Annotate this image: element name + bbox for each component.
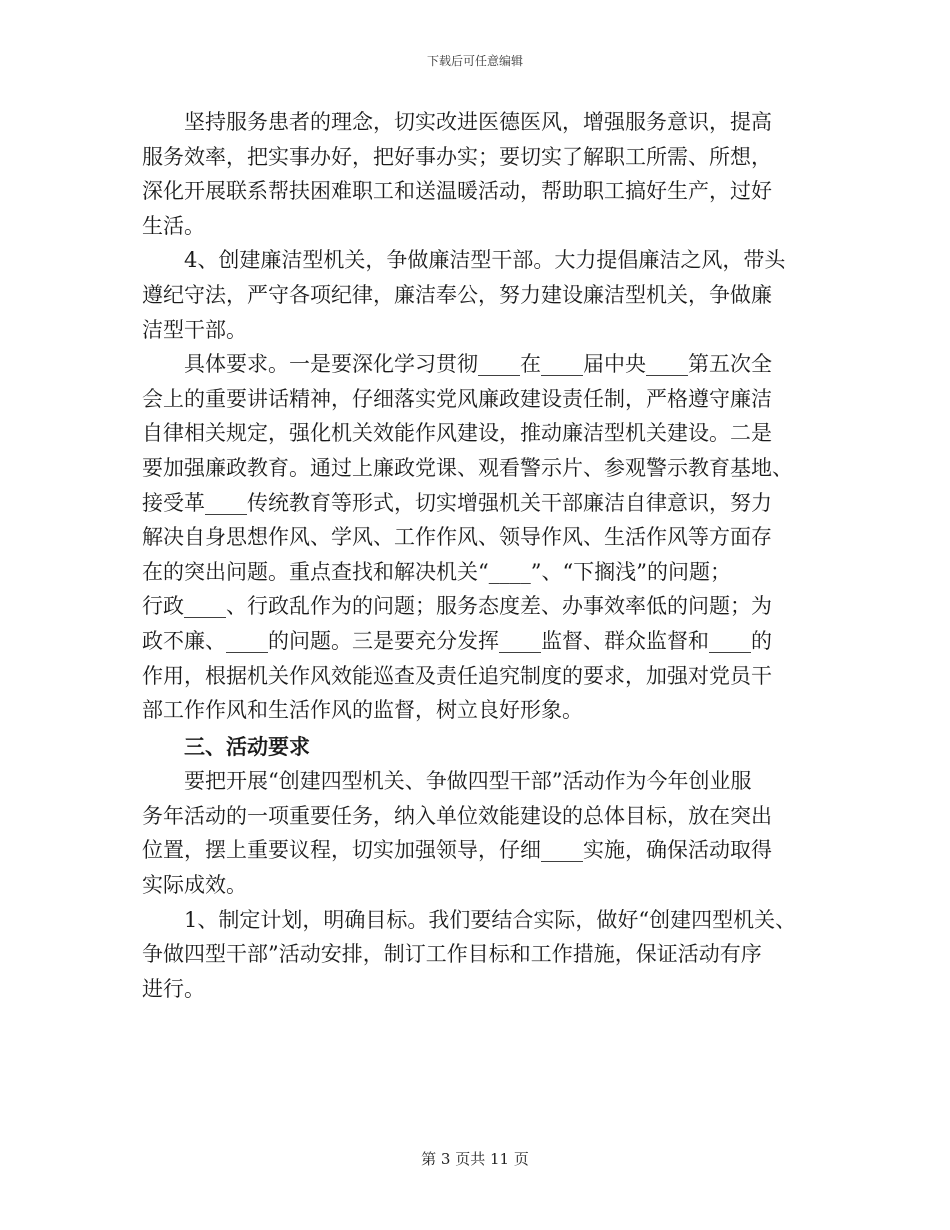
text-line: 会上的重要讲话精神，仔细落实党风廉政建设责任制，严格遵守廉洁 [142, 386, 772, 411]
section-heading: 三、活动要求 [184, 733, 310, 759]
text-line: 坚持服务患者的理念，切实改进医德医风，增强服务意识，提高 [142, 110, 772, 134]
page-header: 下载后可任意编辑 [426, 54, 523, 68]
text-line: 遵纪守法，严守各项纪律，廉洁奉公，努力建设廉洁型机关，争做廉 [142, 282, 772, 307]
text-line: 洁型干部。 [142, 317, 247, 342]
text-line: 进行。 [142, 976, 205, 1001]
text-line: 行政____、行政乱作为的问题；服务态度差、办事效率低的问题；为 [142, 594, 772, 619]
text-line: 要加强廉政教育。通过上廉政党课、观看警示片、参观警示教育基地、 [142, 455, 793, 480]
text-line: 自律相关规定，强化机关效能作风建设，推动廉洁型机关建设。二是 [142, 421, 772, 446]
text-line: 具体要求。一是要深化学习贯彻____在____届中央____第五次全 [142, 352, 772, 377]
text-line: 1、制定计划，明确目标。我们要结合实际，做好“创建四型机关、 [142, 907, 797, 932]
text-line: 务年活动的一项重要任务，纳入单位效能建设的总体目标，放在突出 [142, 803, 772, 828]
paragraph-service [142, 105, 822, 243]
text-line: 接受革____传统教育等形式，切实增强机关干部廉洁自律意识，努力 [142, 490, 772, 515]
text-line: 4、创建廉洁型机关，争做廉洁型干部。大力提倡廉洁之风，带头 [142, 248, 786, 273]
text-line: 要把开展“创建四型机关、争做四型干部”活动作为今年创业服 [142, 769, 752, 794]
paragraph-integrity-item [142, 243, 822, 347]
paragraph-activity [142, 764, 822, 902]
text-line: 解决自身思想作风、学风、工作作风、领导作风、生活作风等方面存 [142, 525, 772, 550]
text-line: 实际成效。 [142, 873, 247, 898]
page-footer: 第 3 页共 11 页 [421, 1150, 529, 1168]
text-line: 位置，摆上重要议程，切实加强领导，仔细____实施，确保活动取得 [142, 838, 772, 863]
text-line: 部工作作风和生活作风的监督，树立良好形象。 [142, 698, 583, 723]
text-line: 作用，根据机关作风效能巡查及责任追究制度的要求，加强对党员干 [142, 663, 772, 688]
paragraph-plan-item [142, 903, 822, 1007]
text-line: 在的突出问题。重点查找和解决机关“____”、“下搁浅”的问题； [142, 559, 731, 584]
text-line: 争做四型干部”活动安排，制订工作目标和工作措施，保证活动有序 [142, 942, 762, 967]
paragraph-requirements [142, 347, 822, 728]
text-line: 生活。 [142, 213, 205, 238]
text-line: 服务效率，把实事办好，把好事办实；要切实了解职工所需、所想， [142, 144, 772, 169]
document-body [142, 105, 822, 1006]
text-line: 政不廉、____的问题。三是要充分发挥____监督、群众监督和____的 [142, 628, 772, 653]
text-line: 深化开展联系帮扶困难职工和送温暖活动，帮助职工搞好生产，过好 [142, 179, 772, 204]
